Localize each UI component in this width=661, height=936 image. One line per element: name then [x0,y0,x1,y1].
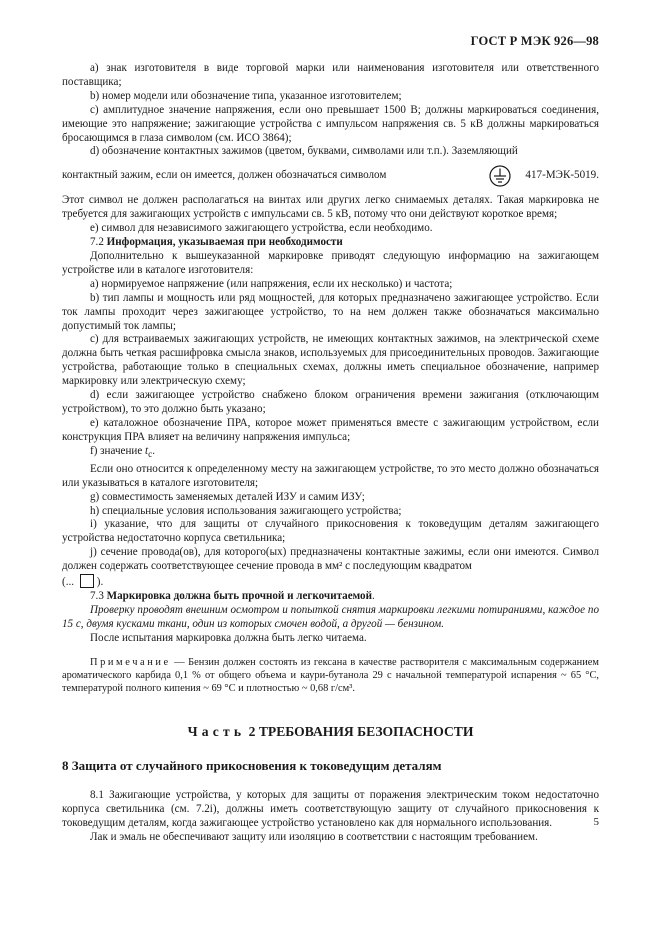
j-close: ). [96,576,104,589]
document-header: ГОСТ Р МЭК 926—98 [470,34,599,48]
section-title: Маркировка должна быть прочной и легкочитаемой [106,589,372,602]
earth-ground-icon [489,165,511,187]
part-title [62,725,599,739]
symbol-row [62,163,599,189]
item-f-subscript: c [148,449,153,460]
info-item-b: b) тип лампы и мощность или ряд мощностей, для которых предназначено зажигающее устройство. Если ток лампы проходит через зажигающее устройство, то на нем должен также обозначаться максимально допустимый ток лампы; [62,291,599,332]
part-rest: 2 ТРЕБОВАНИЯ БЕЗОПАСНОСТИ [248,724,474,740]
item-f-symbol: t [145,444,149,457]
symbol-reference: 417-МЭК-5019. [525,169,599,182]
section-7-2-heading [62,236,599,250]
note-text: — Бензин должен состоять из гексана в качестве растворителя с максимальным содержанием ароматического карбида 0,1 % от общего объема и каури-бутанола 29 с начальной температурой испарения ~ 65 °С, температурой полного кипения ~ 69 °С и плотностью ~ 0,68 г/см³. [62,656,599,694]
info-item-c: c) для встраиваемых зажигающих устройств, не имеющих контактных зажимов, на электрической схеме должна быть четкая расшифровка смысла знаков, используемых для присоединительных проводов. Зажигающие устройства, работающие только в специальных схемах, должны иметь специальное обозначение, например маркировку или электрическую схему; [62,333,599,388]
marking-item-e: e) символ для независимого зажигающего устройства, если необходимо. [90,222,433,235]
marking-item-b: b) номер модели или обозначение типа, указанное изготовителем; [90,89,402,102]
info-item-j-symbol [62,574,599,590]
marking-item-a: a) знак изготовителя в виде торговой марки или наименования изготовителя или ответственного поставщика; [62,62,599,88]
info-item-g: g) совместимость заменяемых деталей ИЗУ и самим ИЗУ; [90,490,365,503]
info-item-d: d) если зажигающее устройство снабжено блоком ограничения времени зажигания (отключающим устройством), то это должно быть указано; [62,389,599,415]
item-f-text: f) значение [90,444,143,457]
info-item-h: h) специальные условия использования зажигающего устройства; [90,504,402,517]
part-word: Часть [187,724,246,740]
section-7-3-heading [62,590,599,604]
j-open: (... [62,576,75,589]
info-item-j: j) сечение провода(ов), для которого(ых) предназначены контактные зажимы, если они имеются. Символ должен содержать соответствующее сечение провода в мм² с последующим квадратом [62,546,599,573]
square-symbol [80,574,94,588]
section-title: Информация, указываемая при необходимости [106,236,343,249]
symbol-note: Этот символ не должен располагаться на винтах или других легко снимаемых деталях. Такая маркировка не требуется для зажигающих устройств с импульсами св. 5 кВ, потому что они действуют короткое время; [62,194,599,221]
document-body [62,62,599,845]
marking-item-d: d) обозначение контактных зажимов (цветом, буквами, символами или т.п.). Заземляющий [90,145,518,158]
section-8-note: Лак и эмаль не обеспечивают защиту или изоляцию в соответствии с настоящим требованием. [90,830,538,843]
section-number: 7.3 [90,589,104,602]
section-7-3-test: Проверку проводят внешним осмотром и попыткой снятия маркировки легкими потираниями, каждое по 15 с, двумя кусками ткани, один из которых смочен водой, а другой — бензином. [62,603,599,630]
section-title-end: . [372,589,375,602]
page-number: 5 [593,816,599,828]
info-item-e: e) каталожное обозначение ПРА, которое может применяться вместе с зажигающим устройством, если конструкция ПРА влияет на величину напряжения импульса; [62,416,599,443]
note [62,656,599,696]
marking-item-c: c) амплитудное значение напряжения, если оно превышает 1500 В; должны маркироваться соединения, имеющие это напряжение; зажигающие устройства с импульсом напряжения св. 5 кВ должны маркироваться бросающимся в глаза символом (см. ИСО 3864); [62,103,599,144]
section-8-title: 8 Защита от случайного прикосновения к токоведущим деталям [62,758,442,774]
info-item-i: i) указание, что для защиты от случайного прикосновения к токоведущим деталям зажигающего устройства недостаточно корпуса светильника; [62,518,599,545]
info-item-a: a) нормируемое напряжение (или напряжения, если их несколько) и частота; [90,277,453,290]
info-item-f [62,445,599,463]
section-number: 7.2 [90,236,104,249]
info-item-f-continued: Если оно относится к определенному месту на зажигающем устройстве, то это место должно обозначаться или указываться в каталоге изготовителя; [62,462,599,489]
section-7-3-after: После испытания маркировка должна быть легко читаема. [90,631,367,644]
note-label: Примечание [90,656,171,668]
symbol-row-text: контактный зажим, если он имеется, должен обозначаться символом [62,169,387,182]
section-7-2-intro: Дополнительно к вышеуказанной маркировке приводят следующую информацию на зажигающем устройстве или в каталоге изготовителя: [62,249,599,276]
item-f-suffix: . [152,444,156,457]
section-8-1: 8.1 Зажигающие устройства, у которых для защиты от поражения электрическим током недостаточно корпуса светильника (см. 7.2i), должны иметь соответствующую защиту от случайного прикосновения к токоведущим деталям, когда зажигающее устройство установлено как для нормального использования. [62,788,599,829]
